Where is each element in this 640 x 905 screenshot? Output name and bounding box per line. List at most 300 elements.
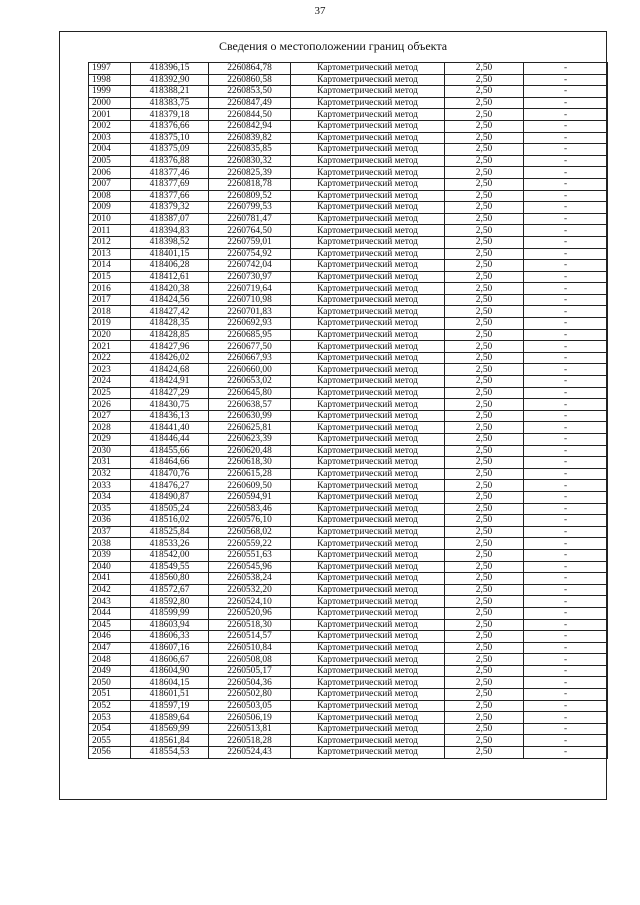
accuracy-cell: 2,50 (445, 515, 524, 527)
accuracy-cell: 2,50 (445, 306, 524, 318)
y-coordinate-cell: 2260518,30 (209, 619, 291, 631)
method-cell: Картометрический метод (291, 526, 445, 538)
y-coordinate-cell: 2260809,52 (209, 190, 291, 202)
x-coordinate-cell: 418428,35 (131, 318, 209, 330)
x-coordinate-cell: 418455,66 (131, 445, 209, 457)
y-coordinate-cell: 2260503,05 (209, 700, 291, 712)
coordinates-table (88, 62, 608, 759)
table-row (89, 376, 608, 388)
y-coordinate-cell: 2260504,36 (209, 677, 291, 689)
y-coordinate-cell: 2260618,30 (209, 457, 291, 469)
accuracy-cell: 2,50 (445, 631, 524, 643)
document-frame (59, 31, 607, 800)
note-cell: - (524, 202, 608, 214)
y-coordinate-cell: 2260568,02 (209, 526, 291, 538)
point-number-cell: 2008 (89, 190, 131, 202)
y-coordinate-cell: 2260594,91 (209, 491, 291, 503)
method-cell: Картометрический метод (291, 445, 445, 457)
note-cell: - (524, 376, 608, 388)
point-number-cell: 2032 (89, 468, 131, 480)
point-number-cell: 2011 (89, 225, 131, 237)
x-coordinate-cell: 418436,13 (131, 410, 209, 422)
point-number-cell: 2009 (89, 202, 131, 214)
point-number-cell: 2010 (89, 213, 131, 225)
point-number-cell: 2044 (89, 607, 131, 619)
note-cell: - (524, 434, 608, 446)
table-row (89, 642, 608, 654)
point-number-cell: 2022 (89, 352, 131, 364)
note-cell: - (524, 341, 608, 353)
accuracy-cell: 2,50 (445, 399, 524, 411)
table-row (89, 271, 608, 283)
y-coordinate-cell: 2260847,49 (209, 97, 291, 109)
note-cell: - (524, 573, 608, 585)
table-row (89, 364, 608, 376)
note-cell: - (524, 665, 608, 677)
note-cell: - (524, 445, 608, 457)
method-cell: Картометрический метод (291, 654, 445, 666)
point-number-cell: 2028 (89, 422, 131, 434)
y-coordinate-cell: 2260625,81 (209, 422, 291, 434)
y-coordinate-cell: 2260860,58 (209, 74, 291, 86)
x-coordinate-cell: 418505,24 (131, 503, 209, 515)
method-cell: Картометрический метод (291, 283, 445, 295)
table-row (89, 538, 608, 550)
note-cell: - (524, 167, 608, 179)
method-cell: Картометрический метод (291, 248, 445, 260)
table-row (89, 503, 608, 515)
method-cell: Картометрический метод (291, 689, 445, 701)
x-coordinate-cell: 418464,66 (131, 457, 209, 469)
method-cell: Картометрический метод (291, 607, 445, 619)
table-row (89, 63, 608, 75)
y-coordinate-cell: 2260532,20 (209, 584, 291, 596)
note-cell: - (524, 120, 608, 132)
accuracy-cell: 2,50 (445, 63, 524, 75)
point-number-cell: 2055 (89, 735, 131, 747)
point-number-cell: 2021 (89, 341, 131, 353)
accuracy-cell: 2,50 (445, 132, 524, 144)
x-coordinate-cell: 418542,00 (131, 549, 209, 561)
x-coordinate-cell: 418607,16 (131, 642, 209, 654)
y-coordinate-cell: 2260510,84 (209, 642, 291, 654)
method-cell: Картометрический метод (291, 735, 445, 747)
method-cell: Картометрический метод (291, 747, 445, 759)
table-row (89, 747, 608, 759)
y-coordinate-cell: 2260853,50 (209, 86, 291, 98)
method-cell: Картометрический метод (291, 549, 445, 561)
method-cell: Картометрический метод (291, 434, 445, 446)
y-coordinate-cell: 2260615,28 (209, 468, 291, 480)
accuracy-cell: 2,50 (445, 747, 524, 759)
method-cell: Картометрический метод (291, 619, 445, 631)
method-cell: Картометрический метод (291, 236, 445, 248)
x-coordinate-cell: 418377,69 (131, 178, 209, 190)
x-coordinate-cell: 418420,38 (131, 283, 209, 295)
note-cell: - (524, 236, 608, 248)
section-heading: Сведения о местоположении границ объекта (218, 39, 448, 53)
note-cell: - (524, 619, 608, 631)
x-coordinate-cell: 418427,42 (131, 306, 209, 318)
x-coordinate-cell: 418392,90 (131, 74, 209, 86)
method-cell: Картометрический метод (291, 120, 445, 132)
method-cell: Картометрический метод (291, 584, 445, 596)
point-number-cell: 2048 (89, 654, 131, 666)
method-cell: Картометрический метод (291, 422, 445, 434)
table-row (89, 213, 608, 225)
point-number-cell: 2023 (89, 364, 131, 376)
accuracy-cell: 2,50 (445, 596, 524, 608)
note-cell: - (524, 723, 608, 735)
note-cell: - (524, 538, 608, 550)
method-cell: Картометрический метод (291, 86, 445, 98)
note-cell: - (524, 700, 608, 712)
table-row (89, 584, 608, 596)
accuracy-cell: 2,50 (445, 352, 524, 364)
y-coordinate-cell: 2260692,93 (209, 318, 291, 330)
x-coordinate-cell: 418601,51 (131, 689, 209, 701)
note-cell: - (524, 74, 608, 86)
accuracy-cell: 2,50 (445, 468, 524, 480)
point-number-cell: 2041 (89, 573, 131, 585)
x-coordinate-cell: 418379,18 (131, 109, 209, 121)
point-number-cell: 1999 (89, 86, 131, 98)
point-number-cell: 2014 (89, 260, 131, 272)
accuracy-cell: 2,50 (445, 283, 524, 295)
x-coordinate-cell: 418490,87 (131, 491, 209, 503)
accuracy-cell: 2,50 (445, 167, 524, 179)
y-coordinate-cell: 2260701,83 (209, 306, 291, 318)
note-cell: - (524, 596, 608, 608)
point-number-cell: 2003 (89, 132, 131, 144)
y-coordinate-cell: 2260524,43 (209, 747, 291, 759)
x-coordinate-cell: 418394,83 (131, 225, 209, 237)
table-row (89, 480, 608, 492)
note-cell: - (524, 735, 608, 747)
point-number-cell: 2047 (89, 642, 131, 654)
table-row (89, 607, 608, 619)
note-cell: - (524, 503, 608, 515)
note-cell: - (524, 63, 608, 75)
x-coordinate-cell: 418387,07 (131, 213, 209, 225)
method-cell: Картометрический метод (291, 202, 445, 214)
note-cell: - (524, 144, 608, 156)
y-coordinate-cell: 2260842,94 (209, 120, 291, 132)
accuracy-cell: 2,50 (445, 120, 524, 132)
method-cell: Картометрический метод (291, 596, 445, 608)
x-coordinate-cell: 418589,64 (131, 712, 209, 724)
note-cell: - (524, 86, 608, 98)
method-cell: Картометрический метод (291, 631, 445, 643)
note-cell: - (524, 306, 608, 318)
x-coordinate-cell: 418606,67 (131, 654, 209, 666)
note-cell: - (524, 468, 608, 480)
method-cell: Картометрический метод (291, 503, 445, 515)
point-number-cell: 2054 (89, 723, 131, 735)
point-number-cell: 2050 (89, 677, 131, 689)
accuracy-cell: 2,50 (445, 364, 524, 376)
x-coordinate-cell: 418406,28 (131, 260, 209, 272)
table-row (89, 573, 608, 585)
accuracy-cell: 2,50 (445, 549, 524, 561)
x-coordinate-cell: 418516,02 (131, 515, 209, 527)
table-row (89, 144, 608, 156)
accuracy-cell: 2,50 (445, 607, 524, 619)
accuracy-cell: 2,50 (445, 422, 524, 434)
x-coordinate-cell: 418533,26 (131, 538, 209, 550)
method-cell: Картометрический метод (291, 642, 445, 654)
note-cell: - (524, 480, 608, 492)
y-coordinate-cell: 2260645,80 (209, 387, 291, 399)
accuracy-cell: 2,50 (445, 480, 524, 492)
accuracy-cell: 2,50 (445, 410, 524, 422)
note-cell: - (524, 352, 608, 364)
table-row (89, 665, 608, 677)
point-number-cell: 2025 (89, 387, 131, 399)
point-number-cell: 2045 (89, 619, 131, 631)
table-row (89, 387, 608, 399)
table-row (89, 294, 608, 306)
accuracy-cell: 2,50 (445, 213, 524, 225)
y-coordinate-cell: 2260583,46 (209, 503, 291, 515)
x-coordinate-cell: 418446,44 (131, 434, 209, 446)
note-cell: - (524, 491, 608, 503)
x-coordinate-cell: 418426,02 (131, 352, 209, 364)
x-coordinate-cell: 418424,91 (131, 376, 209, 388)
note-cell: - (524, 631, 608, 643)
table-row (89, 202, 608, 214)
table-row (89, 468, 608, 480)
x-coordinate-cell: 418604,90 (131, 665, 209, 677)
accuracy-cell: 2,50 (445, 665, 524, 677)
note-cell: - (524, 318, 608, 330)
method-cell: Картометрический метод (291, 573, 445, 585)
accuracy-cell: 2,50 (445, 318, 524, 330)
note-cell: - (524, 387, 608, 399)
table-row (89, 341, 608, 353)
x-coordinate-cell: 418398,52 (131, 236, 209, 248)
table-row (89, 236, 608, 248)
method-cell: Картометрический метод (291, 561, 445, 573)
x-coordinate-cell: 418603,94 (131, 619, 209, 631)
note-cell: - (524, 457, 608, 469)
y-coordinate-cell: 2260505,17 (209, 665, 291, 677)
x-coordinate-cell: 418377,66 (131, 190, 209, 202)
table-row (89, 155, 608, 167)
note-cell: - (524, 584, 608, 596)
x-coordinate-cell: 418412,61 (131, 271, 209, 283)
point-number-cell: 2002 (89, 120, 131, 132)
point-number-cell: 2038 (89, 538, 131, 550)
note-cell: - (524, 97, 608, 109)
note-cell: - (524, 109, 608, 121)
point-number-cell: 2017 (89, 294, 131, 306)
table-row (89, 109, 608, 121)
method-cell: Картометрический метод (291, 410, 445, 422)
y-coordinate-cell: 2260742,04 (209, 260, 291, 272)
x-coordinate-cell: 418549,55 (131, 561, 209, 573)
y-coordinate-cell: 2260835,85 (209, 144, 291, 156)
point-number-cell: 2033 (89, 480, 131, 492)
y-coordinate-cell: 2260667,93 (209, 352, 291, 364)
x-coordinate-cell: 418430,75 (131, 399, 209, 411)
y-coordinate-cell: 2260609,50 (209, 480, 291, 492)
x-coordinate-cell: 418375,09 (131, 144, 209, 156)
point-number-cell: 2019 (89, 318, 131, 330)
table-row (89, 689, 608, 701)
method-cell: Картометрический метод (291, 677, 445, 689)
table-row (89, 120, 608, 132)
x-coordinate-cell: 418379,32 (131, 202, 209, 214)
note-cell: - (524, 515, 608, 527)
x-coordinate-cell: 418377,46 (131, 167, 209, 179)
x-coordinate-cell: 418597,19 (131, 700, 209, 712)
y-coordinate-cell: 2260710,98 (209, 294, 291, 306)
accuracy-cell: 2,50 (445, 712, 524, 724)
accuracy-cell: 2,50 (445, 457, 524, 469)
method-cell: Картометрический метод (291, 712, 445, 724)
method-cell: Картометрический метод (291, 480, 445, 492)
note-cell: - (524, 654, 608, 666)
point-number-cell: 2024 (89, 376, 131, 388)
method-cell: Картометрический метод (291, 457, 445, 469)
table-row (89, 491, 608, 503)
accuracy-cell: 2,50 (445, 526, 524, 538)
point-number-cell: 1997 (89, 63, 131, 75)
point-number-cell: 2000 (89, 97, 131, 109)
point-number-cell: 2026 (89, 399, 131, 411)
note-cell: - (524, 155, 608, 167)
x-coordinate-cell: 418424,56 (131, 294, 209, 306)
table-row (89, 260, 608, 272)
x-coordinate-cell: 418376,88 (131, 155, 209, 167)
method-cell: Картометрический метод (291, 213, 445, 225)
table-row (89, 410, 608, 422)
note-cell: - (524, 364, 608, 376)
table-row (89, 549, 608, 561)
y-coordinate-cell: 2260638,57 (209, 399, 291, 411)
accuracy-cell: 2,50 (445, 445, 524, 457)
table-row (89, 619, 608, 631)
accuracy-cell: 2,50 (445, 434, 524, 446)
accuracy-cell: 2,50 (445, 236, 524, 248)
method-cell: Картометрический метод (291, 63, 445, 75)
accuracy-cell: 2,50 (445, 735, 524, 747)
y-coordinate-cell: 2260844,50 (209, 109, 291, 121)
point-number-cell: 2049 (89, 665, 131, 677)
table-row (89, 283, 608, 295)
y-coordinate-cell: 2260506,19 (209, 712, 291, 724)
table-row (89, 723, 608, 735)
point-number-cell: 2027 (89, 410, 131, 422)
note-cell: - (524, 607, 608, 619)
note-cell: - (524, 410, 608, 422)
y-coordinate-cell: 2260653,02 (209, 376, 291, 388)
accuracy-cell: 2,50 (445, 329, 524, 341)
y-coordinate-cell: 2260754,92 (209, 248, 291, 260)
x-coordinate-cell: 418424,68 (131, 364, 209, 376)
x-coordinate-cell: 418599,99 (131, 607, 209, 619)
y-coordinate-cell: 2260502,80 (209, 689, 291, 701)
point-number-cell: 2016 (89, 283, 131, 295)
table-row (89, 132, 608, 144)
x-coordinate-cell: 418470,76 (131, 468, 209, 480)
accuracy-cell: 2,50 (445, 74, 524, 86)
method-cell: Картометрический метод (291, 723, 445, 735)
y-coordinate-cell: 2260685,95 (209, 329, 291, 341)
y-coordinate-cell: 2260781,47 (209, 213, 291, 225)
accuracy-cell: 2,50 (445, 155, 524, 167)
y-coordinate-cell: 2260830,32 (209, 155, 291, 167)
accuracy-cell: 2,50 (445, 387, 524, 399)
table-row (89, 596, 608, 608)
note-cell: - (524, 422, 608, 434)
y-coordinate-cell: 2260620,48 (209, 445, 291, 457)
method-cell: Картометрический метод (291, 515, 445, 527)
accuracy-cell: 2,50 (445, 190, 524, 202)
accuracy-cell: 2,50 (445, 376, 524, 388)
accuracy-cell: 2,50 (445, 225, 524, 237)
x-coordinate-cell: 418554,53 (131, 747, 209, 759)
x-coordinate-cell: 418606,33 (131, 631, 209, 643)
accuracy-cell: 2,50 (445, 178, 524, 190)
y-coordinate-cell: 2260825,39 (209, 167, 291, 179)
table-row (89, 190, 608, 202)
method-cell: Картометрический метод (291, 387, 445, 399)
method-cell: Картометрический метод (291, 318, 445, 330)
table-row (89, 434, 608, 446)
accuracy-cell: 2,50 (445, 619, 524, 631)
point-number-cell: 2006 (89, 167, 131, 179)
method-cell: Картометрический метод (291, 341, 445, 353)
note-cell: - (524, 712, 608, 724)
table-row (89, 352, 608, 364)
point-number-cell: 2012 (89, 236, 131, 248)
point-number-cell: 2020 (89, 329, 131, 341)
method-cell: Картометрический метод (291, 109, 445, 121)
table-row (89, 631, 608, 643)
note-cell: - (524, 747, 608, 759)
note-cell: - (524, 561, 608, 573)
table-row (89, 712, 608, 724)
table-row (89, 329, 608, 341)
y-coordinate-cell: 2260576,10 (209, 515, 291, 527)
y-coordinate-cell: 2260559,22 (209, 538, 291, 550)
note-cell: - (524, 190, 608, 202)
note-cell: - (524, 642, 608, 654)
table-row (89, 225, 608, 237)
accuracy-cell: 2,50 (445, 573, 524, 585)
table-row (89, 86, 608, 98)
accuracy-cell: 2,50 (445, 677, 524, 689)
y-coordinate-cell: 2260623,39 (209, 434, 291, 446)
accuracy-cell: 2,50 (445, 86, 524, 98)
method-cell: Картометрический метод (291, 144, 445, 156)
point-number-cell: 2043 (89, 596, 131, 608)
note-cell: - (524, 526, 608, 538)
coordinates-table-body (89, 63, 608, 759)
accuracy-cell: 2,50 (445, 561, 524, 573)
x-coordinate-cell: 418427,29 (131, 387, 209, 399)
accuracy-cell: 2,50 (445, 584, 524, 596)
point-number-cell: 2042 (89, 584, 131, 596)
accuracy-cell: 2,50 (445, 97, 524, 109)
accuracy-cell: 2,50 (445, 723, 524, 735)
note-cell: - (524, 132, 608, 144)
point-number-cell: 2034 (89, 491, 131, 503)
point-number-cell: 2046 (89, 631, 131, 643)
point-number-cell: 2056 (89, 747, 131, 759)
